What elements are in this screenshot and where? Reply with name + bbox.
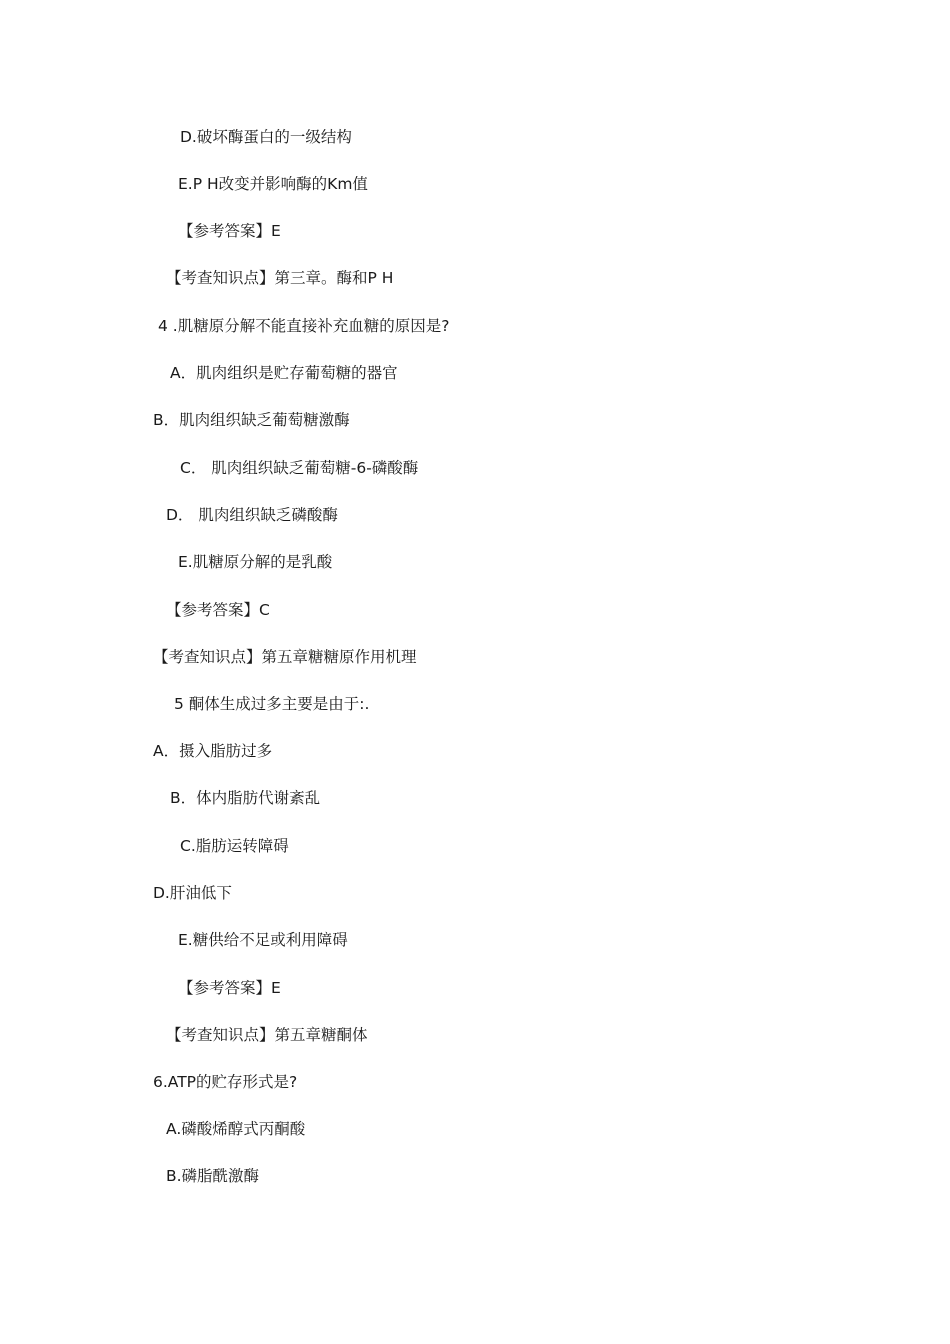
option-c-q5: C.脂肪运转障碍: [180, 837, 289, 855]
option-a-q5: A．摄入脂肪过多: [153, 742, 273, 760]
option-b-q4: B．肌肉组织缺乏葡萄糖激酶: [153, 411, 350, 429]
knowledge-point-q5: 【考查知识点】第五章糖酮体: [166, 1026, 368, 1044]
option-a-q4: A．肌肉组织是贮存葡萄糖的器官: [170, 364, 398, 382]
answer-q5: 【参考答案】E: [178, 979, 281, 997]
answer-q3: 【参考答案】E: [178, 222, 281, 240]
knowledge-point-q3: 【考查知识点】第三章。酶和P H: [166, 269, 394, 287]
option-d-q3: D.破坏酶蛋白的一级结构: [180, 128, 352, 146]
knowledge-point-q4: 【考查知识点】第五章糖糖原作用机理: [153, 648, 417, 666]
option-e-q5: E.糖供给不足或利用障碍: [178, 931, 348, 949]
option-d-q4: D． 肌肉组织缺乏磷酸酶: [166, 506, 338, 524]
option-b-q6: B.磷脂酰激酶: [166, 1167, 260, 1185]
question-6: 6.ATP的贮存形式是?: [153, 1073, 298, 1091]
option-b-q5: B．体内脂肪代谢紊乱: [170, 789, 321, 807]
question-5: 5 酮体生成过多主要是由于:.: [174, 695, 370, 713]
option-e-q4: E.肌糖原分解的是乳酸: [178, 553, 333, 571]
option-c-q4: C． 肌肉组织缺乏葡萄糖-6-磷酸酶: [180, 459, 419, 477]
question-4: 4 .肌糖原分解不能直接补充血糖的原因是?: [158, 317, 450, 335]
option-d-q5: D.肝油低下: [153, 884, 232, 902]
option-a-q6: A.磷酸烯醇式丙酮酸: [166, 1120, 306, 1138]
answer-q4: 【参考答案】C: [166, 601, 270, 619]
option-e-q3: E.P H改变并影响酶的Km值: [178, 175, 368, 193]
